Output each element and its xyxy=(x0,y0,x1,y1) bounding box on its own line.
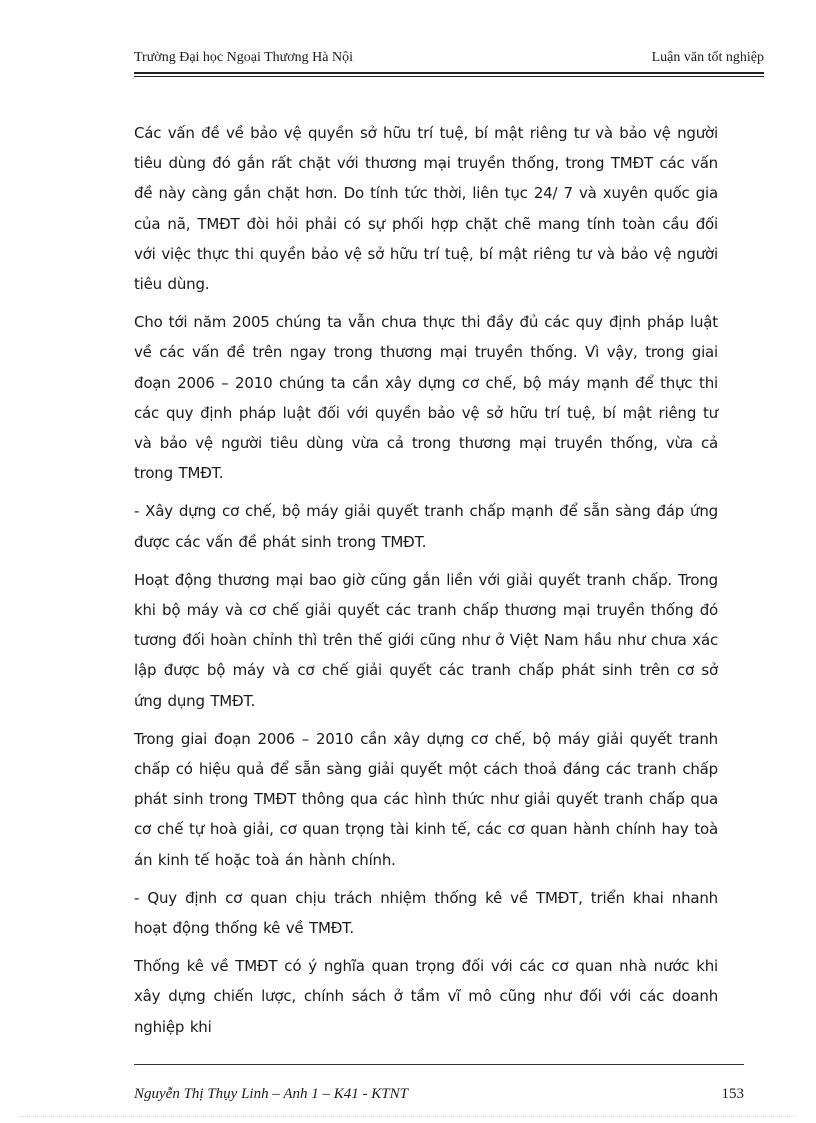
page-footer xyxy=(134,1086,744,1106)
header-rule-thick xyxy=(134,72,764,74)
paragraph: Cho tới năm 2005 chúng ta vẫn chưa thực thi đầy đủ các quy định pháp luật về các vấn đề trên ngay trong thương mại truyền thống. Vì vậy, trong giai đoạn 2006 – 2010 chúng ta cần xây dựng cơ chế, bộ máy mạnh để thực thi các quy định pháp luật đối với quyền bảo vệ sở hữu trí tuệ, bí mật riêng tư và bảo vệ người tiêu dùng vừa cả trong thương mại truyền thống, vừa cả trong TMĐT. xyxy=(134,313,718,483)
page-edge-divider xyxy=(20,1116,796,1117)
paragraph: Thống kê về TMĐT có ý nghĩa quan trọng đối với các cơ quan nhà nước khi xây dựng chiến lược, chính sách ở tầm vĩ mô cũng như đối với các doanh nghiệp khi xyxy=(134,957,718,1036)
page-number: 153 xyxy=(721,1086,744,1102)
paragraph: Hoạt động thương mại bao giờ cũng gắn liền với giải quyết tranh chấp. Trong khi bộ máy và cơ chế giải quyết các tranh chấp thương mại truyền thống đó tương đối hoàn chỉnh thì trên thế giới cũng như ở Việt Nam hầu như chưa xác lập được bộ máy và cơ chế giải quyết các tranh chấp phát sinh trên cơ sở ứng dụng TMĐT. xyxy=(134,570,718,710)
footer-rule xyxy=(134,1064,744,1065)
paragraph: Trong giai đoạn 2006 – 2010 cần xây dựng cơ chế, bộ máy giải quyết tranh chấp có hiệu quả để sẵn sàng giải quyết một cách thoả đáng các tranh chấp phát sinh trong TMĐT thông qua các hình thức như giải quyết tranh chấp qua cơ chế tự hoà giải, cơ quan trọng tài kinh tế, các cơ quan hành chính hay toà án kinh tế hoặc toà án hành chính. xyxy=(134,729,718,869)
header-thesis-label: Luận văn tốt nghiệp xyxy=(651,50,764,65)
header-rule-thin xyxy=(134,76,764,77)
paragraph: - Quy định cơ quan chịu trách nhiệm thống kê về TMĐT, triển khai nhanh hoạt động thống kê về TMĐT. xyxy=(134,888,718,938)
footer-author: Nguyễn Thị Thụy Linh – Anh 1 – K41 - KTNT xyxy=(134,1086,408,1102)
header-school-name: Trường Đại học Ngoại Thương Hà Nội xyxy=(134,50,353,65)
page-header xyxy=(134,50,764,70)
paragraph: Các vấn đề về bảo vệ quyền sở hữu trí tuệ, bí mật riêng tư và bảo vệ người tiêu dùng đó gắn rất chặt với thương mại truyền thống, trong TMĐT các vấn đề này càng gắn chặt hơn. Do tính tức thời, liên tục 24/ 7 và xuyên quốc gia của nã, TMĐT đòi hỏi phải có sự phối hợp chặt chẽ mang tính toàn cầu đối với việc thực thi quyền bảo vệ sở hữu trí tuệ, bí mật riêng tư và bảo vệ người tiêu dùng. xyxy=(134,124,718,294)
paragraph: - Xây dựng cơ chế, bộ máy giải quyết tranh chấp mạnh để sẵn sàng đáp ứng được các vấn đề phát sinh trong TMĐT. xyxy=(134,502,718,551)
page-body xyxy=(134,118,718,1050)
